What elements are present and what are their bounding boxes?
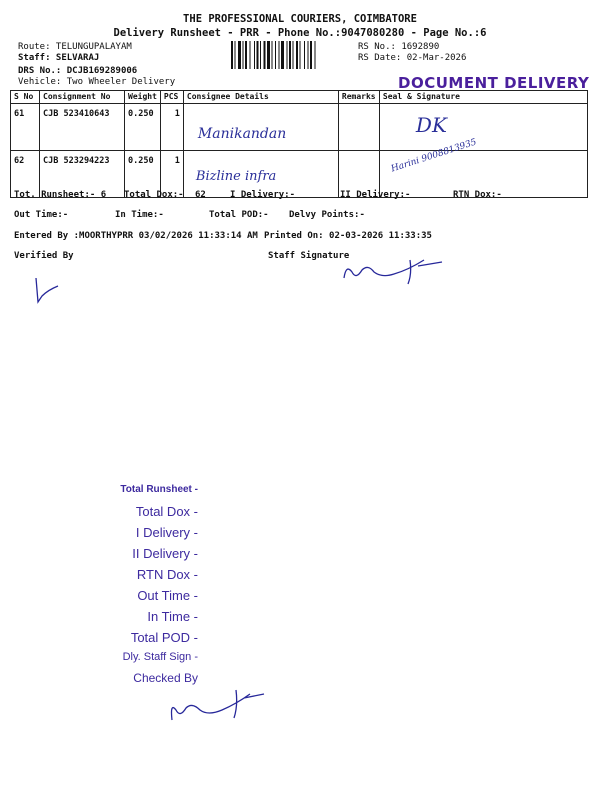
row-weight: 0.250: [125, 104, 161, 151]
rtn-dox: RTN Dox:-: [453, 190, 502, 200]
vehicle-label: Vehicle: Two Wheeler Delivery: [18, 77, 176, 87]
stamp-line: I Delivery -: [135, 525, 198, 540]
row-sno: 61: [11, 104, 40, 151]
consignee-handwriting: Bizline infra: [195, 169, 277, 184]
row-remarks: [338, 104, 379, 151]
table-header-row: [11, 91, 588, 104]
total-dox-label: Total Dox:-: [124, 190, 184, 200]
row-consignee: [183, 104, 338, 151]
tot-runsheet: Tot. Runsheet:- 6: [14, 190, 107, 200]
checked-signature: [160, 680, 270, 725]
col-seal: Seal & Signature: [379, 91, 587, 104]
row-consignment: CJB 523294223: [40, 151, 125, 198]
document-delivery-stamp: DOCUMENT DELIVERY: [398, 74, 590, 92]
stamp-line: RTN Dox -: [136, 567, 198, 582]
col-weight: Weight: [125, 91, 161, 104]
verified-by: Verified By: [14, 251, 74, 261]
row-consignment: CJB 523410643: [40, 104, 125, 151]
total-pod: Total POD:-: [209, 210, 269, 220]
row-pcs: 1: [160, 104, 183, 151]
in-time: In Time:-: [115, 210, 164, 220]
seal-handwriting: Harini 9008813935: [389, 137, 478, 175]
stamp-line: Total Dox -: [135, 504, 198, 519]
rs-date: RS Date: 02-Mar-2026: [358, 53, 467, 63]
stamp-line: Checked By: [133, 671, 198, 685]
stamp-line: Total POD -: [130, 630, 198, 645]
row-weight: 0.250: [125, 151, 161, 198]
row-seal: [379, 104, 587, 151]
col-consignment: Consignment No: [40, 91, 125, 104]
delvy-points: Delvy Points:-: [289, 210, 365, 220]
barcode: [230, 41, 355, 69]
staff-signature-label: Staff Signature: [268, 251, 350, 261]
route-label: Route: TELUNGUPALAYAM: [18, 42, 132, 52]
col-consignee: Consignee Details: [183, 91, 338, 104]
col-remarks: Remarks: [338, 91, 379, 104]
row-pcs: 1: [160, 151, 183, 198]
stamp-line: Dly. Staff Sign -: [122, 651, 198, 663]
staff-label: Staff: SELVARAJ: [18, 53, 100, 63]
i-delivery: I Delivery:-: [230, 190, 296, 200]
consignee-handwriting: Manikandan: [197, 126, 287, 142]
row-sno: 62: [11, 151, 40, 198]
runsheet-table: [10, 90, 588, 198]
staff-signature: [338, 250, 458, 290]
total-dox-value: 62: [195, 190, 206, 200]
stamp-line: In Time -: [147, 609, 198, 624]
stamp-line: Out Time -: [137, 588, 198, 603]
ii-delivery: II Delivery:-: [340, 190, 411, 200]
printed-on: Printed On: 02-03-2026 11:33:35: [264, 231, 432, 241]
company-title: THE PROFESSIONAL COURIERS, COIMBATORE: [183, 13, 417, 25]
col-sno: S No: [11, 91, 40, 104]
seal-handwriting: DK: [415, 113, 447, 137]
table-row: [11, 104, 588, 151]
stamp-line: II Delivery -: [132, 546, 198, 561]
rs-number: RS No.: 1692890: [358, 42, 440, 52]
stamp-block: [0, 484, 198, 691]
entered-by: Entered By :MOORTHYPRR 03/02/2026 11:33:14 AM: [14, 231, 258, 241]
runsheet-subtitle: Delivery Runsheet - PRR - Phone No.:9047080280 - Page No.:6: [113, 27, 487, 39]
drs-number: DRS No.: DCJB169289006: [18, 66, 138, 76]
col-pcs: PCS: [160, 91, 183, 104]
out-time: Out Time:-: [14, 210, 69, 220]
verified-signature: [28, 272, 68, 312]
stamp-line: Total Runsheet -: [120, 484, 198, 495]
